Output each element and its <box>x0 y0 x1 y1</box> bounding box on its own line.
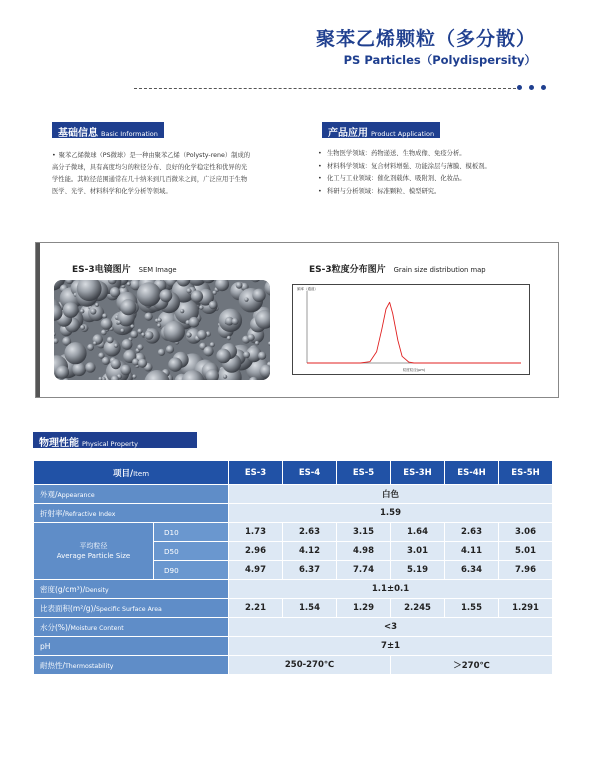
table-header-row <box>34 461 553 485</box>
physical-property-heading: 物理性能 Physical Property <box>33 432 197 448</box>
distribution-chart <box>292 284 530 375</box>
sem-particle <box>132 374 136 378</box>
column-header: ES-3 <box>229 461 283 485</box>
sem-particle <box>180 309 184 313</box>
table-row <box>34 580 553 599</box>
table-cell: 3.01 <box>391 542 445 561</box>
table-cell: 1.55 <box>445 599 499 618</box>
sem-image <box>54 280 270 380</box>
sem-particle <box>145 331 154 340</box>
column-header: ES-4 <box>283 461 337 485</box>
sem-particle <box>157 318 161 322</box>
application-list <box>318 148 558 198</box>
page-title: 聚苯乙烯颗粒（多分散） <box>315 28 536 50</box>
table-cell: 5.01 <box>499 542 553 561</box>
sem-particle <box>137 282 161 306</box>
decorative-dots <box>517 85 546 90</box>
sem-particle <box>137 344 143 350</box>
sem-particle <box>197 330 207 340</box>
table-row <box>34 504 553 523</box>
sem-particle <box>189 317 200 328</box>
sem-particle <box>56 366 69 379</box>
chart-axes <box>307 291 521 363</box>
sem-particle <box>102 357 110 365</box>
table-row <box>34 656 553 675</box>
sem-particle <box>117 320 121 324</box>
column-header: ES-4H <box>445 461 499 485</box>
sem-particle <box>102 313 107 318</box>
table-cell: 5.19 <box>391 561 445 580</box>
table-cell: 3.15 <box>337 523 391 542</box>
sem-particle <box>243 351 250 358</box>
table-cell: 4.97 <box>229 561 283 580</box>
sem-particle <box>130 331 138 339</box>
table-cell: 1.54 <box>283 599 337 618</box>
graph-y-label: 频率（通道） <box>297 287 318 291</box>
table-cell: 7.74 <box>337 561 391 580</box>
sem-particle <box>107 337 114 344</box>
distribution-caption: ES-3粒度分布图片 Grain size distribution map <box>309 265 486 275</box>
ph-label: pH <box>34 637 229 656</box>
table-cell: 4.12 <box>283 542 337 561</box>
sem-particle <box>163 321 185 343</box>
appearance-label: 外观/Appearance <box>34 485 229 504</box>
density-label: 密度(g/cm³)/Density <box>34 580 229 599</box>
table-cell: 2.21 <box>229 599 283 618</box>
sem-particle <box>93 341 97 345</box>
sem-particle <box>138 359 147 368</box>
image-panel <box>35 242 559 398</box>
sem-particle <box>90 308 96 314</box>
sem-particle <box>210 342 215 347</box>
sem-particle <box>85 362 95 372</box>
sem-particle <box>213 291 217 295</box>
list-item: • 材料科学领域：复合材料增强、功能涂层与薄膜、模板剂。 <box>318 161 558 174</box>
sem-particle <box>191 290 203 302</box>
sem-particle <box>157 323 161 327</box>
sem-particle <box>160 289 173 302</box>
table-cell: 1.64 <box>391 523 445 542</box>
property-table <box>33 460 552 675</box>
distribution-curve <box>307 302 521 363</box>
sem-particle <box>227 336 231 340</box>
moisture-value: <3 <box>229 618 553 637</box>
moisture-label: 水分(%)/Moisture Content <box>34 618 229 637</box>
appearance-value: 白色 <box>229 485 553 504</box>
particle-size-label: 平均粒径 Average Particle Size <box>34 523 154 580</box>
table-cell: 3.06 <box>499 523 553 542</box>
column-header: ES-5 <box>337 461 391 485</box>
panel-accent-bar <box>36 243 40 397</box>
sem-particle <box>137 329 142 334</box>
list-item: • 生物医学领域：药物递送、生物成像、免疫分析。 <box>318 148 558 161</box>
sem-particle <box>145 313 153 321</box>
surface-area-label: 比表面积(m²/g)/Specific Surface Area <box>34 599 229 618</box>
sem-particle <box>223 375 227 379</box>
sem-particle <box>72 362 86 376</box>
sem-particle <box>95 303 99 307</box>
sem-particle <box>80 325 85 330</box>
table-row <box>34 618 553 637</box>
table-cell: 2.245 <box>391 599 445 618</box>
table-cell: 7.96 <box>499 561 553 580</box>
sem-particle <box>186 288 191 293</box>
sem-particle <box>232 318 239 325</box>
sem-particle <box>122 339 133 350</box>
table-row <box>34 637 553 656</box>
table-cell: 2.63 <box>445 523 499 542</box>
column-header: ES-3H <box>391 461 445 485</box>
sem-particle <box>255 341 259 345</box>
thermostability-label: 耐热性/Thermostability <box>34 656 229 675</box>
table-cell: 6.34 <box>445 561 499 580</box>
table-cell: 6.37 <box>283 561 337 580</box>
application-heading: 产品应用 Product Application <box>322 122 440 138</box>
density-value: 1.1±0.1 <box>229 580 553 599</box>
table-row <box>34 485 553 504</box>
sem-particle <box>110 287 120 297</box>
refractive-label: 折射率/Refractive Index <box>34 504 229 523</box>
list-item: • 科研与分析领域：标准颗粒、模型研究。 <box>318 186 558 199</box>
sem-particle <box>130 324 134 328</box>
thermostability-value-2: ＞270℃ <box>391 656 553 675</box>
ph-value: 7±1 <box>229 637 553 656</box>
d90-label: D90 <box>154 561 229 580</box>
sem-particle <box>186 332 191 337</box>
sem-particle <box>236 282 243 289</box>
sem-particle <box>141 333 145 337</box>
refractive-value: 1.59 <box>229 504 553 523</box>
sem-particle <box>209 301 217 309</box>
sem-particle <box>166 345 174 353</box>
item-header: 项目/Item <box>34 461 229 485</box>
sem-particle <box>63 302 79 318</box>
table-cell: 1.29 <box>337 599 391 618</box>
sem-particle <box>114 344 118 348</box>
table-cell: 2.96 <box>229 542 283 561</box>
table-cell: 4.98 <box>337 542 391 561</box>
table-cell: 1.73 <box>229 523 283 542</box>
sem-particle <box>64 342 86 364</box>
sem-particle <box>80 309 84 313</box>
sem-particle <box>203 346 213 356</box>
page-subtitle: PS Particles（Polydispersity） <box>343 53 536 67</box>
d50-label: D50 <box>154 542 229 561</box>
sem-particle <box>101 318 113 330</box>
basic-info-heading: 基础信息 Basic Information <box>52 122 164 138</box>
sem-particle <box>258 352 266 360</box>
table-row <box>34 599 553 618</box>
sem-particle <box>120 329 124 333</box>
sem-particle <box>87 344 94 351</box>
sem-particle <box>158 349 165 356</box>
sem-particle <box>121 365 132 376</box>
sem-particle <box>216 349 230 363</box>
sem-particle <box>120 299 136 315</box>
table-cell: 4.11 <box>445 542 499 561</box>
list-item: • 化工与工业领域：催化剂载体、吸附剂、化妆品。 <box>318 173 558 186</box>
thermostability-value-1: 250-270℃ <box>229 656 391 675</box>
sem-particle <box>244 298 248 302</box>
column-header: ES-5H <box>499 461 553 485</box>
x-axis-label: 粒度粒径(μm) <box>402 368 426 372</box>
sem-particle <box>199 305 203 309</box>
sem-particle <box>252 289 265 302</box>
basic-info-text: • 聚苯乙烯微球（PS微球）是一种由聚苯乙烯（Polysty-rene）制成的高分子微球，具有高度均匀的粒径分布、良好的化学稳定性和优异的光学性能。其粒径范围通常在几十纳米到几百微米之间，广泛应用于生物医学、光学、材料科学和化学分析等领域。 <box>52 150 252 198</box>
sem-particle <box>168 358 182 372</box>
table-cell: 2.63 <box>283 523 337 542</box>
sem-particle <box>111 359 121 369</box>
d10-label: D10 <box>154 523 229 542</box>
divider <box>134 88 516 89</box>
sem-particle <box>248 334 255 341</box>
table-row <box>34 523 553 542</box>
table-cell: 1.291 <box>499 599 553 618</box>
sem-caption: ES-3电镜图片 SEM Image <box>72 265 177 275</box>
